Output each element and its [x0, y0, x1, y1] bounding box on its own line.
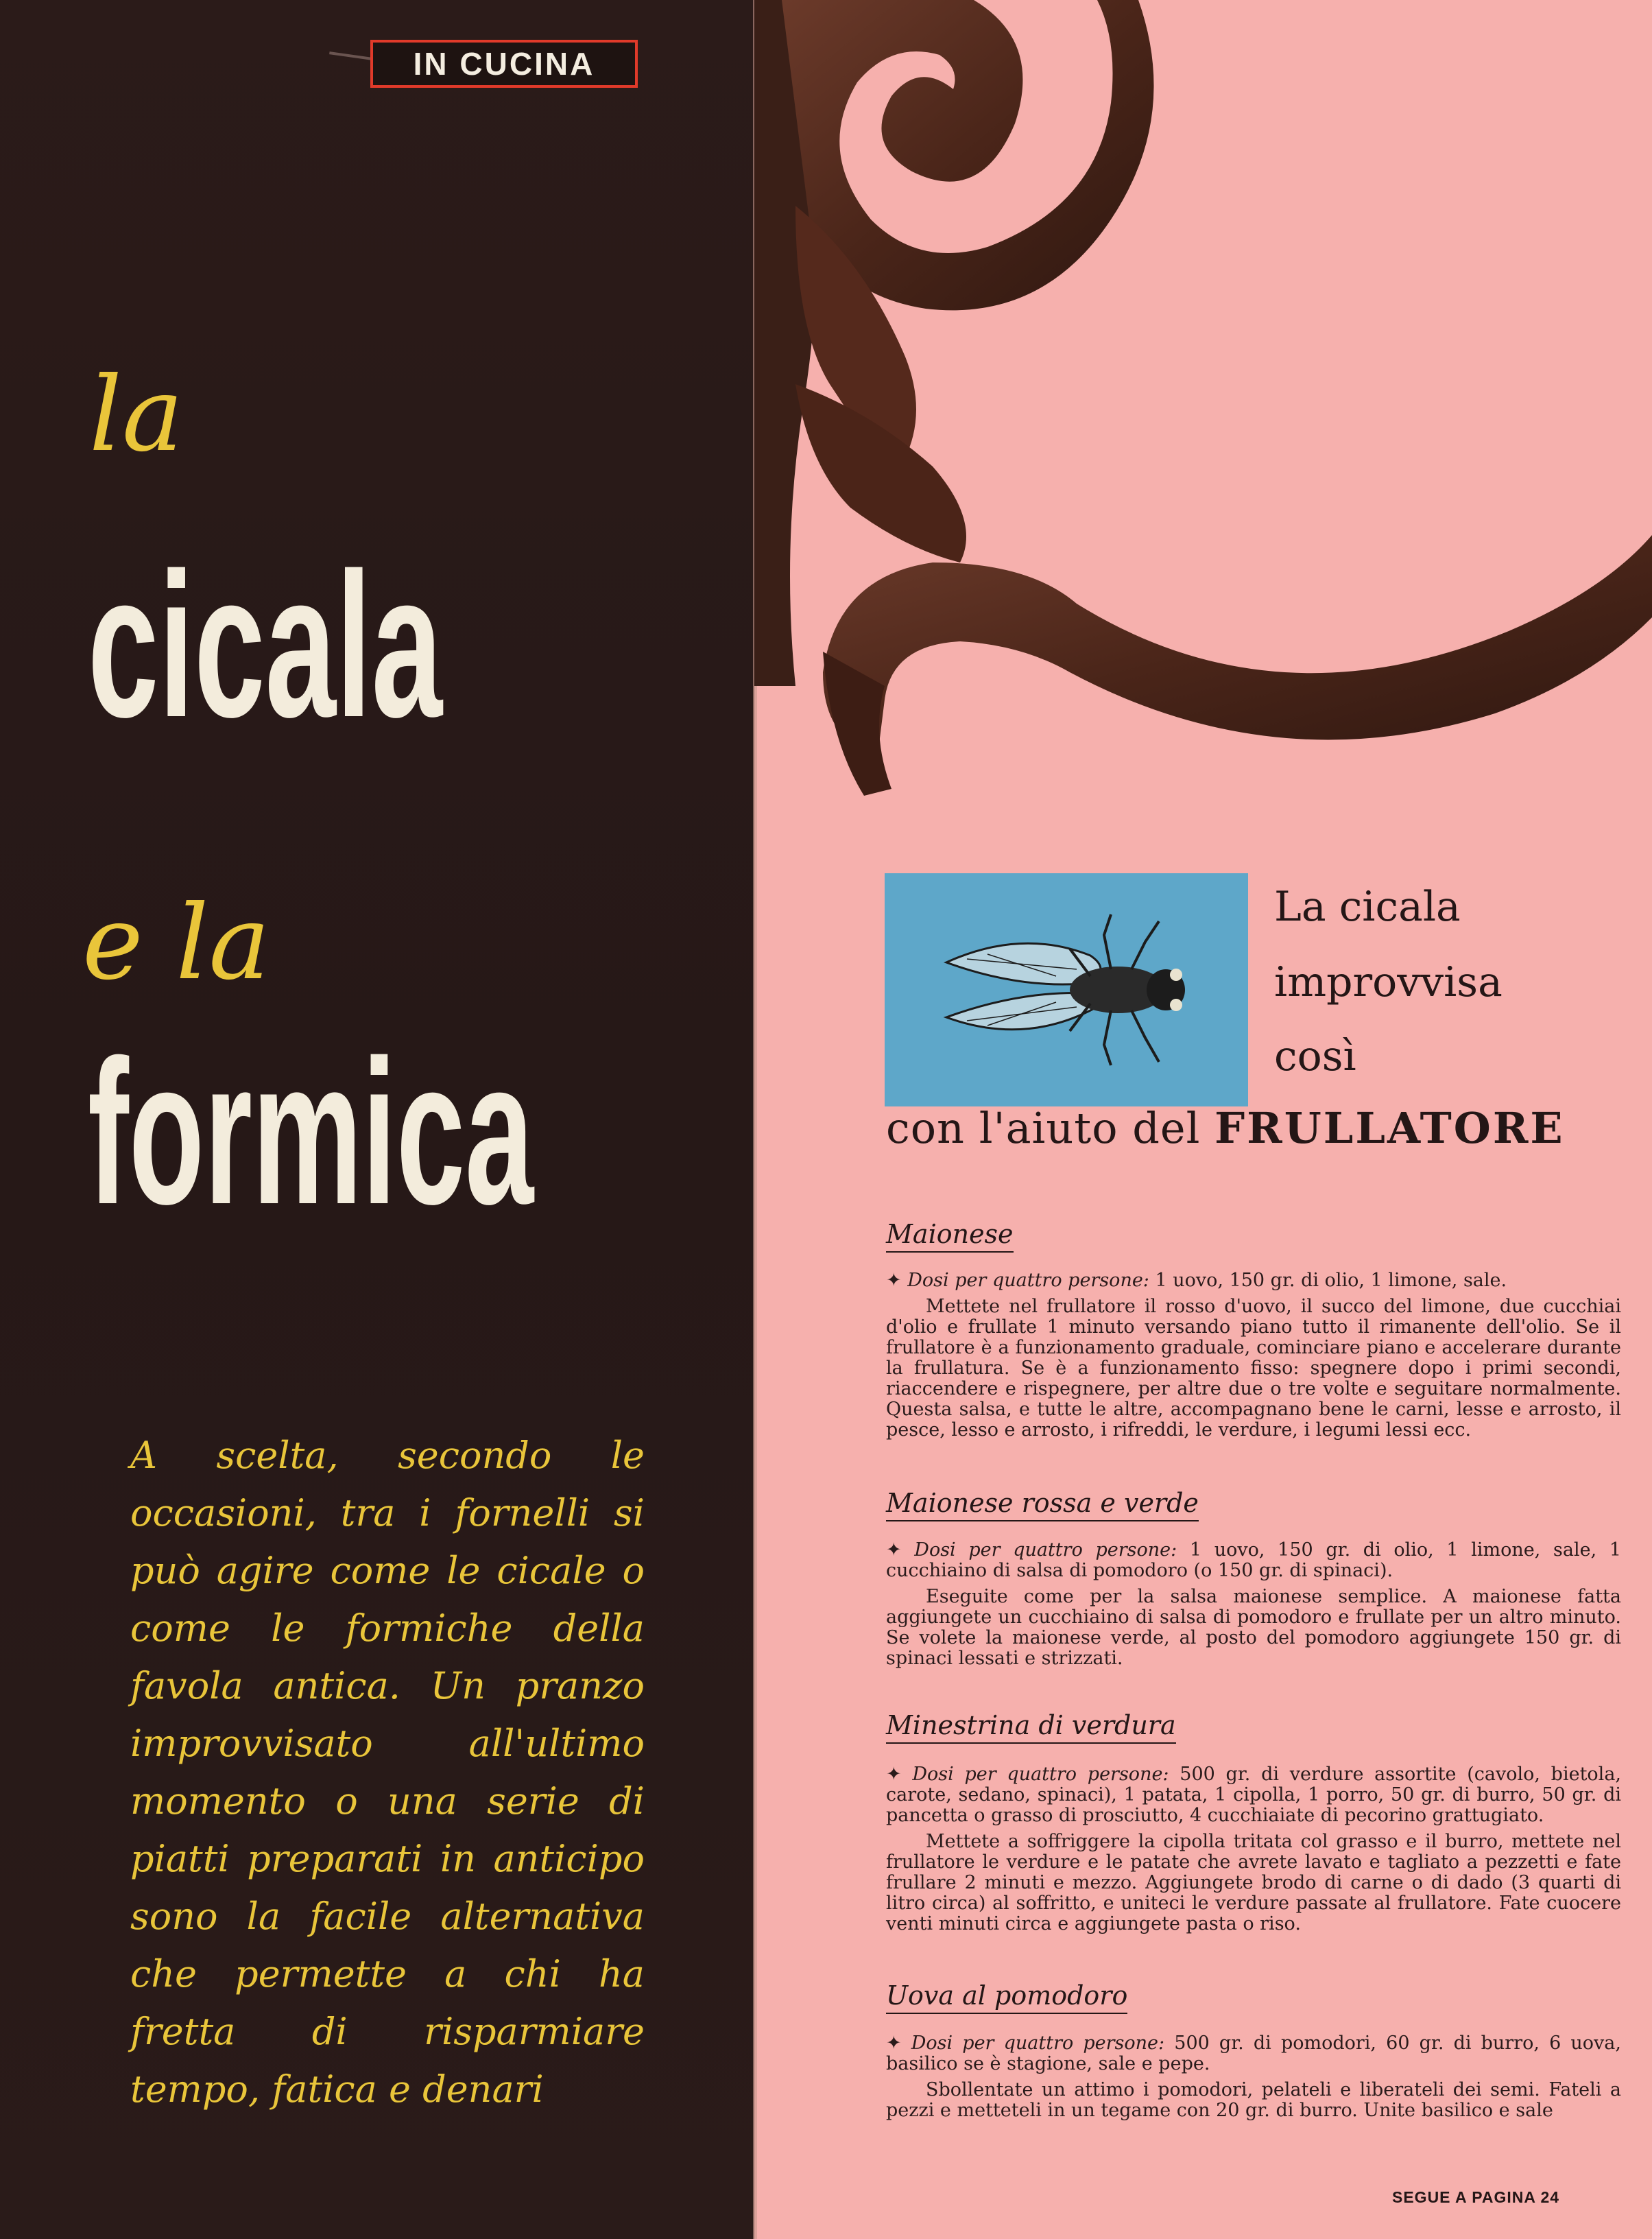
doses-text: 1 uovo, 150 gr. di olio, 1 limone, sale.: [1149, 1270, 1507, 1291]
recipe-method: Mettete nel frullatore il rosso d'uovo, il succo del limone, due cucchiai d'olio e frullate 1 minuto versando piano tutto il rimanente dell'olio. Se il frullatore è a funzionamento graduale, cominciare piano e accelerare durante la frullatura. Se è a funzionamento fisso: spegnere dopo i primi secondi, riaccendere e rispegnere, per altre due o tre volte e seguitare normalmente. Questa salsa, e tutte le altre, accompagnano bene le carni, lesse e arrosto, il pesce, lesso e arrosto, i rifreddi, le verdure, i legumi lessi ecc.: [886, 1296, 1621, 1441]
cicada-illustration-box: [885, 873, 1248, 1106]
doses-label: Dosi per quattro persone:: [907, 1270, 1149, 1291]
doses-text: 1 uovo, 150 gr. di olio, 1 limone, sale, 1 cucchiaino di salsa di pomodoro (o 150 gr. di spinaci).: [886, 1539, 1621, 1581]
continued-on-page-note: SEGUE A PAGINA 24: [1392, 2188, 1560, 2206]
header-line-4: [886, 1103, 1565, 1153]
recipe-method: Mettete a soffriggere la cipolla tritata col grasso e il burro, mettete nel frullatore le verdure e le patate che avrete lavato e tagliato a pezzetti e fate frullare 2 minuti e mezzo. Aggiungete brodo di carne o di dado (3 quarti di litro circa) al soffritto, e uniteci le verdure passate al frullatore. Fate cuocere venti minuti circa e aggiungete pasta o riso.: [886, 1831, 1621, 1934]
header-line-3: così: [1274, 1032, 1356, 1080]
title-cicala: cicala: [88, 530, 443, 760]
doses-label: Dosi per quattro persone:: [912, 1764, 1169, 1785]
header-line-1: La cicala: [1274, 883, 1461, 931]
left-dark-column: [0, 0, 754, 2239]
cicada-icon: [885, 873, 1248, 1106]
title-e-la: e la: [82, 884, 270, 1003]
doses-text: 500 gr. di verdure assortite (cavolo, bietola, carote, sedano, spinaci), 1 patata, 1 cipolla, 1 porro, 50 gr. di burro, 50 gr. di pancetta o grasso di prosciutto, 4 cucchiaiate di pecorino grattugiato.: [886, 1764, 1621, 1826]
recipe-method: Eseguite come per la salsa maionese semplice. A maionese fatta aggiungete un cucchiaino di salsa di pomodoro e frullate per un altro minuto. Se volete la maionese verde, al posto del pomodoro aggiungete 150 gr. di spinaci lessati e strizzati.: [886, 1586, 1621, 1669]
header-line-2: improvvisa: [1274, 958, 1503, 1006]
recipe-body-maionese-rossa-verde: [886, 1540, 1621, 1669]
title-la: la: [89, 355, 184, 475]
recipe-body-uova-al-pomodoro: [886, 2033, 1621, 2121]
doses-label: Dosi per quattro persone:: [914, 1539, 1177, 1561]
title-formica: formica: [88, 1017, 534, 1247]
doses-label: Dosi per quattro persone:: [911, 2033, 1165, 2054]
recipe-doses: ✦ Dosi per quattro persone: 1 uovo, 150 gr. di olio, 1 limone, sale, 1 cucchiaino di salsa di pomodoro (o 150 gr. di spinaci).: [886, 1539, 1621, 1581]
recipe-body-minestrina: [886, 1764, 1621, 1934]
recipe-title-maionese: Maionese: [886, 1220, 1014, 1253]
doses-text: 500 gr. di pomodori, 60 gr. di burro, 6 uova, basilico se è stagione, sale e pepe.: [886, 2033, 1621, 2074]
recipe-doses: ✦ Dosi per quattro persone: 500 gr. di verdure assortite (cavolo, bietola, carote, sedano, spinaci), 1 patata, 1 cipolla, 1 porro, 50 gr. di burro, 50 gr. di pancetta o grasso di prosciutto, 4 cucchiaiate di pecorino grattugiato.: [886, 1764, 1621, 1826]
recipe-title-uova-al-pomodoro: Uova al pomodoro: [886, 1981, 1127, 2014]
header-frullatore: FRULLATORE: [1214, 1103, 1565, 1153]
recipe-body-maionese: [886, 1270, 1621, 1441]
section-tag: IN CUCINA: [370, 40, 638, 88]
recipe-method: Sbollentate un attimo i pomodori, pelateli e liberateli dei semi. Fateli a pezzi e metteteli in un tegame con 20 gr. di burro. Unite basilico e sale: [886, 2079, 1621, 2121]
recipe-title-minestrina: Minestrina di verdura: [886, 1711, 1176, 1744]
header-line-4-text: con l'aiuto del: [886, 1103, 1215, 1153]
recipe-doses: ✦ Dosi per quattro persone: 500 gr. di pomodori, 60 gr. di burro, 6 uova, basilico se è stagione, sale e pepe.: [886, 2033, 1621, 2074]
ironwork-ornament-illustration: [754, 0, 1652, 823]
recipe-doses: ✦ Dosi per quattro persone: 1 uovo, 150 gr. di olio, 1 limone, sale.: [886, 1270, 1507, 1291]
recipe-title-maionese-rossa-verde: Maionese rossa e verde: [886, 1489, 1199, 1521]
intro-paragraph: A scelta, secondo le occasioni, tra i fornelli si può agire come le cicale o come le formiche della favola antica. Un pranzo improvvisato all'ultimo momento o una serie di piatti preparati in anticipo sono la facile alternativa che permette a chi ha fretta di risparmiare tempo, fatica e denari: [130, 1434, 645, 2111]
